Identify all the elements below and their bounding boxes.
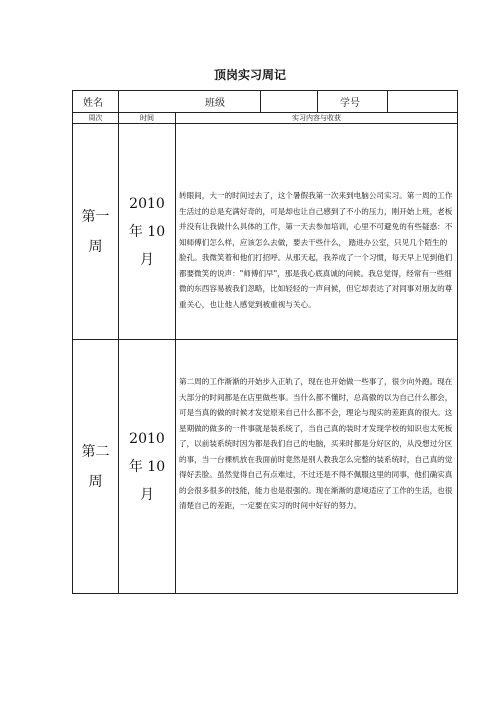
- week-content: [176, 340, 458, 594]
- student-id-value[interactable]: [388, 91, 458, 113]
- week-content-text: 第二周的工作渐渐的开始步入正轨了，现在也开始做一些事了，很少向外跑。现在大部分的时间都是在店里做些事。当什么都不懂时，总高傲的以为自己什么都会，可是当真的做的时候才发觉原来自己什么都不会，理论与现实的差距真的很大。这星期做的做多的一件事就是装系统了，当自己真的装时才发现学校的知识也太死板了，以前装系统时因为都是我们自己的电脑，买来时都是分好区的，从没想过分区的事，当一台裸机放在我面前时竟然是别人教我怎么完整的装系统时，自己真的觉得好丢脸。虽然觉得自己有点难过，不过还是不得不佩服这里的同事，他们确实真的会很多很多的技能，能力也是很强的。现在渐渐的意境适应了工作的生活，也很清楚自己的差距，一定要在实习的时间中好好的努力。: [179, 377, 453, 510]
- column-header-row: [73, 113, 458, 124]
- week-content: [176, 124, 458, 340]
- class-label: 班级: [119, 91, 261, 113]
- week-number: [73, 340, 119, 594]
- name-label: 姓名: [73, 91, 119, 113]
- week-number: [73, 124, 119, 340]
- date-year: 2010: [129, 430, 165, 447]
- week-date: [119, 340, 176, 594]
- weekly-journal-table: [72, 90, 458, 594]
- week-row: [73, 124, 458, 340]
- date-month-suffix: 月: [140, 486, 154, 503]
- date-month-suffix: 月: [140, 251, 154, 268]
- page-title: 顶岗实习周记: [213, 68, 286, 82]
- week-label-suffix: 周: [88, 238, 103, 255]
- week-label: 第一: [81, 208, 110, 225]
- week-content-text: 转眼间，大一的时间过去了，这个暑假我第一次来到电脑公司实习。第一周的工作生活过的总是充满好奇的，可是却也让自己感到了不小的压力，刚开始上班，老板并没有让我做什么具体的工作，第一天去参加培训，心里不可避免的有些疑惑：不知师傅们怎么样，应该怎么去做，要去干些什么， 踏进办公室，只见几个陌生的脸孔。我微笑着和他们打招呼。从那天起，我养成了一个习惯，每天早上见到他们都要微笑的说声："师傅们早"，那是我心底真诚的问候。我总觉得，经常有一些细微的东西容易被我们忽略，比如轻轻的一声问候，但它却表达了对同事对朋友的尊重关心，也让他人感觉到被重视与关心。: [179, 191, 453, 309]
- week-row: [73, 340, 458, 594]
- date-month: 年 10: [128, 458, 166, 475]
- class-value[interactable]: [261, 91, 318, 113]
- week-date: [119, 124, 176, 340]
- week-label-suffix: 周: [88, 473, 103, 490]
- date-year: 2010: [129, 195, 165, 212]
- content-header: 实习内容与收获: [176, 113, 458, 124]
- week-label: 第二: [81, 443, 110, 460]
- week-header: 周次: [73, 113, 119, 124]
- student-info-row: [73, 91, 458, 113]
- student-id-label: 学号: [318, 91, 388, 113]
- time-header: 时间: [119, 113, 176, 124]
- date-month: 年 10: [128, 223, 166, 240]
